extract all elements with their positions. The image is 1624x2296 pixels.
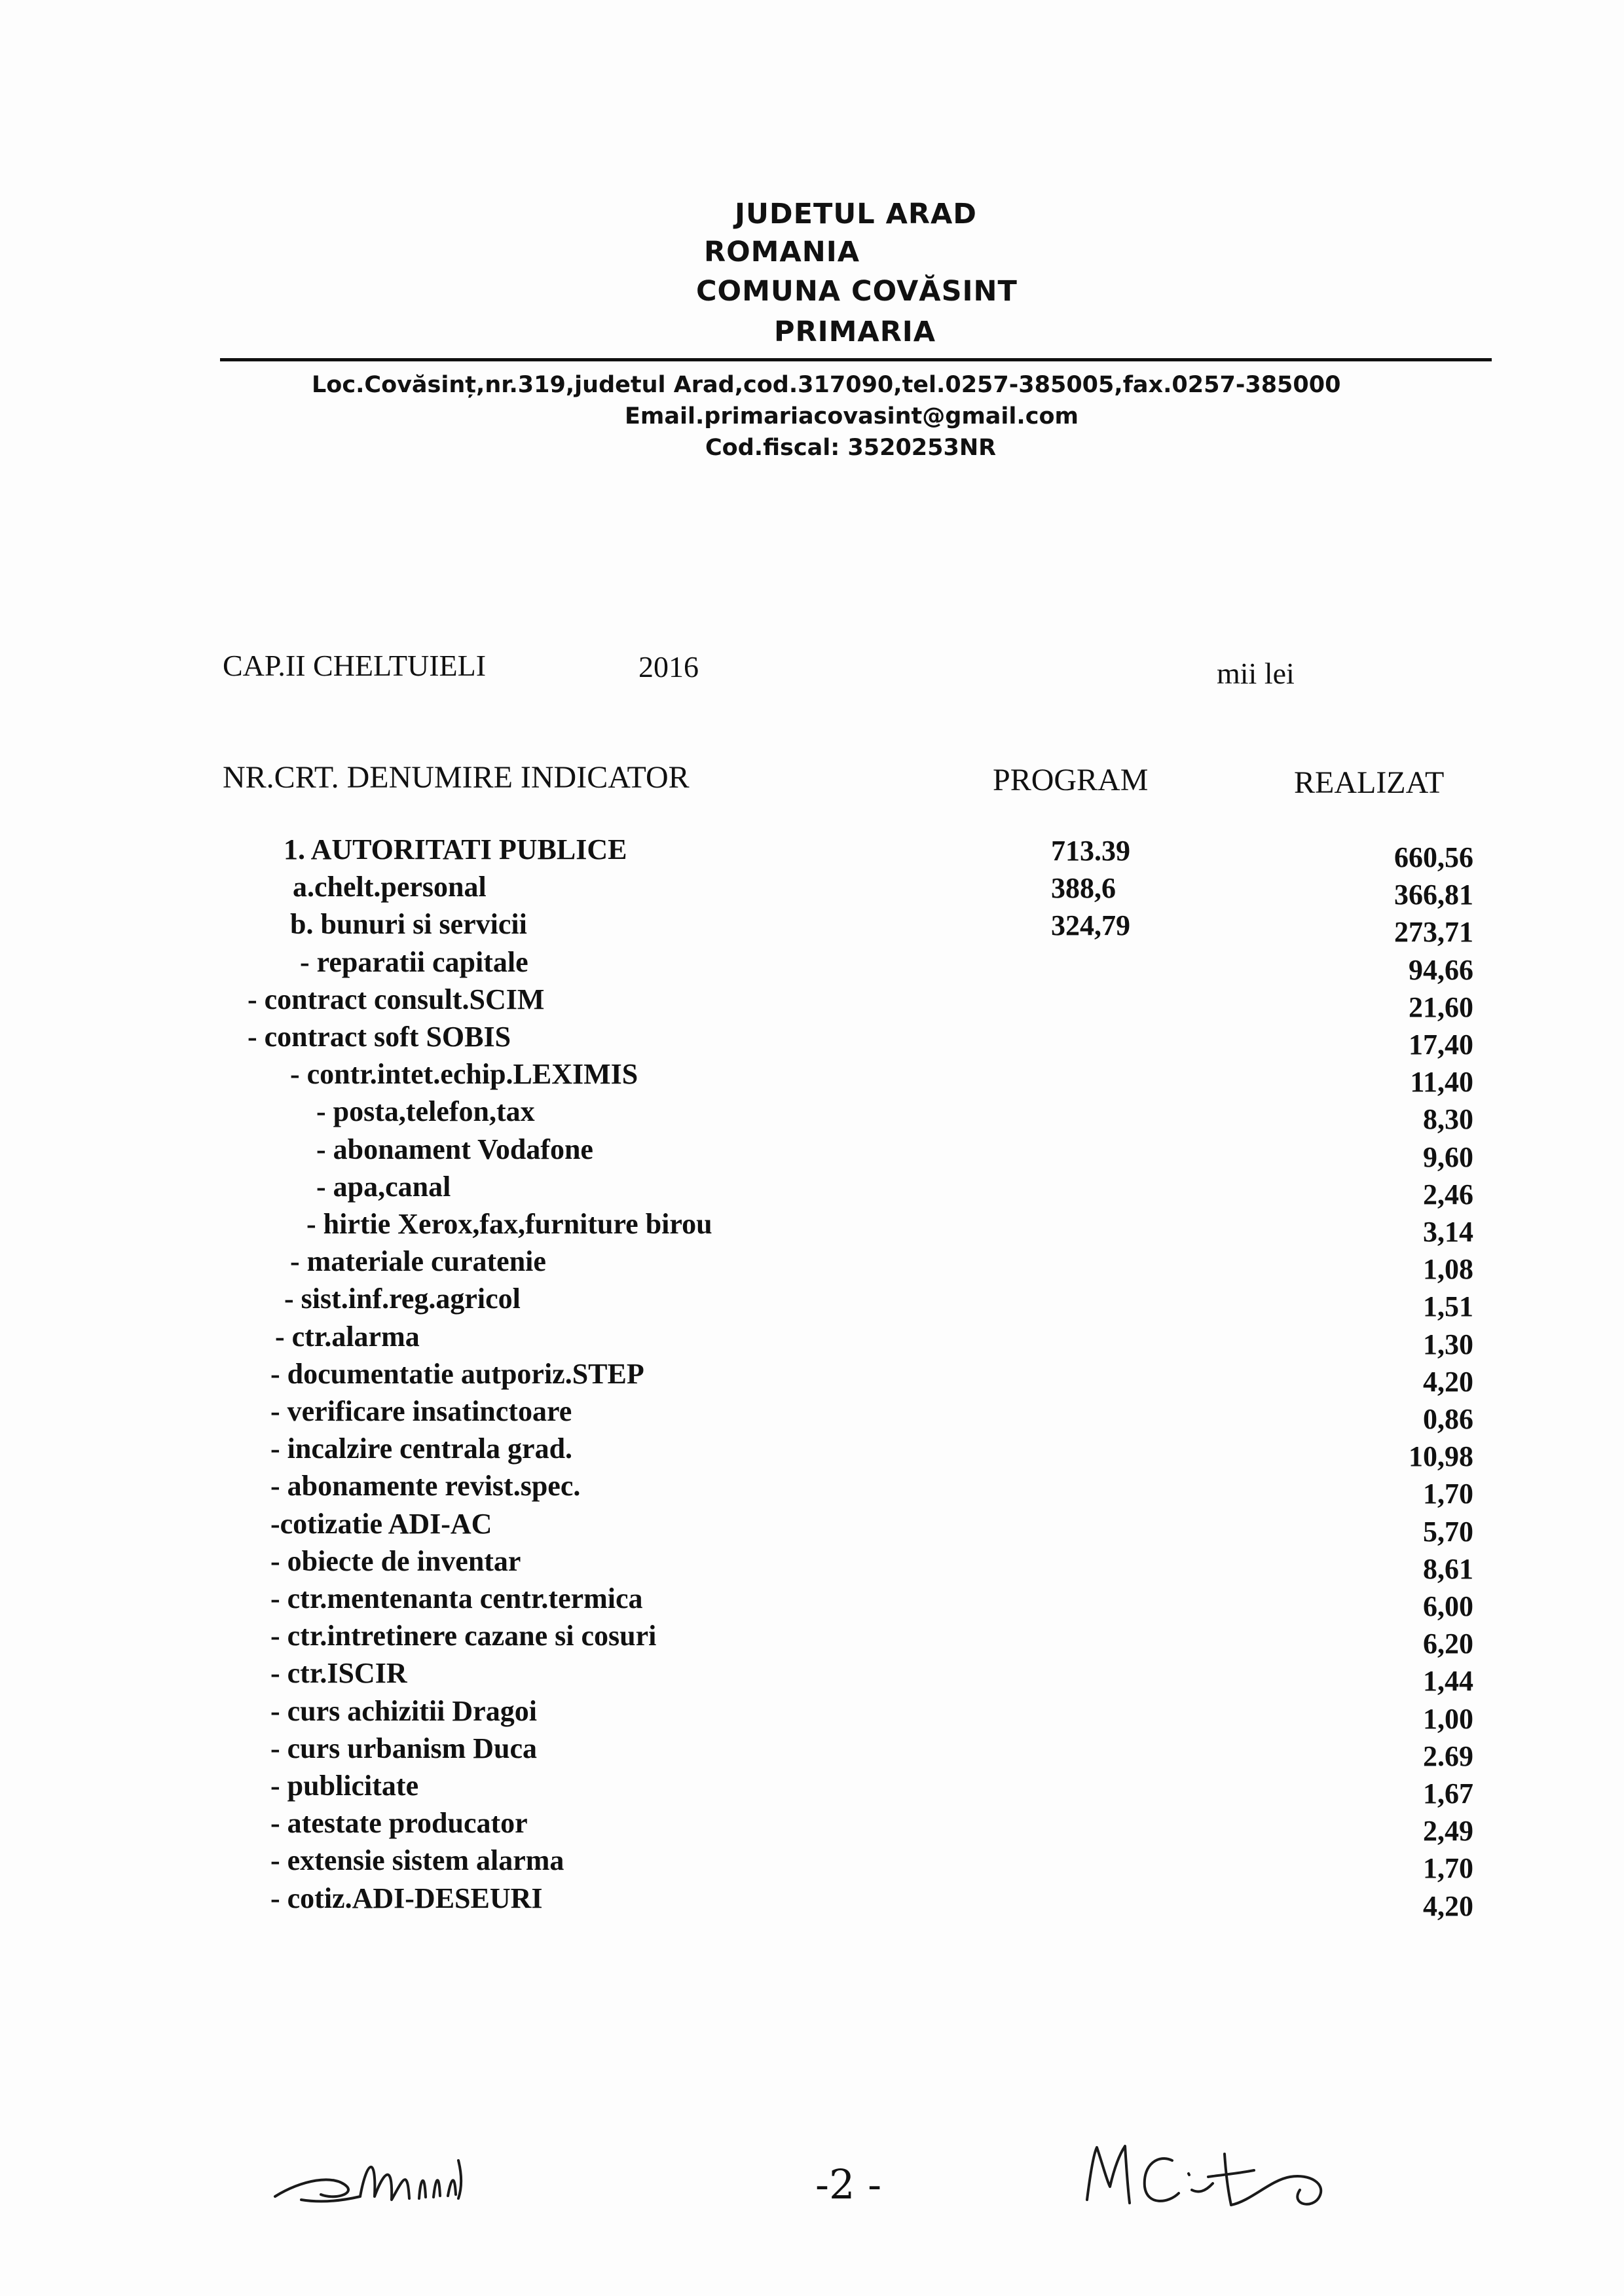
row-label: - documentatie autporiz.STEP bbox=[270, 1358, 644, 1390]
row-label: 1. AUTORITATI PUBLICE bbox=[284, 833, 627, 866]
row-label: - obiecte de inventar bbox=[270, 1545, 521, 1577]
row-realizat-value: 4,20 bbox=[1423, 1890, 1473, 1922]
row-label: - sist.inf.reg.agricol bbox=[284, 1283, 521, 1315]
page-number: -2 - bbox=[815, 2160, 882, 2208]
row-realizat-value: 1,51 bbox=[1423, 1290, 1473, 1322]
row-realizat-value: 1,44 bbox=[1423, 1665, 1473, 1697]
header-fiscal-code: Cod.fiscal: 3520253NR bbox=[705, 435, 997, 461]
chapter-title: CAP.II CHELTUIELI bbox=[223, 649, 487, 682]
row-label: - abonament Vodafone bbox=[316, 1133, 593, 1165]
row-label: - ctr.ISCIR bbox=[270, 1657, 407, 1689]
row-realizat-value: 8,61 bbox=[1423, 1553, 1473, 1585]
unit-label: mii lei bbox=[1217, 657, 1295, 690]
row-realizat-value: 9,60 bbox=[1423, 1141, 1473, 1173]
chapter-year: 2016 bbox=[638, 650, 699, 683]
row-realizat-value: 21,60 bbox=[1409, 991, 1473, 1023]
row-program-value: 713.39 bbox=[1051, 835, 1130, 867]
row-realizat-value: 10,98 bbox=[1409, 1440, 1473, 1472]
header-email: Email.primariacovasint@gmail.com bbox=[625, 403, 1079, 429]
row-label: - ctr.intretinere cazane si cosuri bbox=[270, 1620, 657, 1652]
row-realizat-value: 4,20 bbox=[1423, 1366, 1473, 1398]
row-realizat-value: 1,70 bbox=[1423, 1852, 1473, 1884]
row-label: - hirtie Xerox,fax,furniture birou bbox=[306, 1208, 712, 1240]
row-label: - atestate producator bbox=[270, 1807, 528, 1839]
row-label: - cotiz.ADI-DESEURI bbox=[270, 1882, 543, 1914]
row-label: -cotizatie ADI-AC bbox=[270, 1508, 492, 1540]
row-program-value: 388,6 bbox=[1051, 872, 1116, 904]
row-label: - ctr.mentenanta centr.termica bbox=[270, 1582, 643, 1614]
row-realizat-value: 660,56 bbox=[1394, 841, 1473, 873]
row-realizat-value: 1,00 bbox=[1423, 1703, 1473, 1735]
row-realizat-value: 1,70 bbox=[1423, 1478, 1473, 1510]
row-realizat-value: 17,40 bbox=[1409, 1029, 1473, 1061]
row-label: - contr.intet.echip.LEXIMIS bbox=[290, 1058, 638, 1090]
row-realizat-value: 1,30 bbox=[1423, 1328, 1473, 1360]
row-label: - posta,telefon,tax bbox=[316, 1095, 535, 1127]
row-realizat-value: 2,49 bbox=[1423, 1815, 1473, 1847]
column-header-realizat: REALIZAT bbox=[1294, 765, 1445, 800]
column-header-indicator: NR.CRT. DENUMIRE INDICATOR bbox=[223, 760, 690, 795]
row-realizat-value: 1,08 bbox=[1423, 1253, 1473, 1285]
header-commune: COMUNA COVĂSINT bbox=[696, 275, 1018, 308]
row-label: - contract soft SOBIS bbox=[248, 1021, 511, 1053]
row-realizat-value: 8,30 bbox=[1423, 1103, 1473, 1135]
row-label: - apa,canal bbox=[316, 1171, 451, 1203]
row-realizat-value: 0,86 bbox=[1423, 1403, 1473, 1435]
row-label: - curs urbanism Duca bbox=[270, 1732, 538, 1764]
signature-left bbox=[262, 2134, 485, 2226]
row-realizat-value: 2,46 bbox=[1423, 1178, 1473, 1211]
row-label: - materiale curatenie bbox=[290, 1245, 546, 1277]
row-label: - curs achizitii Dragoi bbox=[270, 1695, 537, 1727]
row-label: - ctr.alarma bbox=[275, 1321, 420, 1353]
header-address: Loc.Covăsinț,nr.319,judetul Arad,cod.317090,tel.0257-385005,fax.0257-385000 bbox=[312, 372, 1341, 398]
header-office: PRIMARIA bbox=[774, 316, 936, 348]
header-country: ROMANIA bbox=[704, 236, 860, 268]
row-realizat-value: 2.69 bbox=[1423, 1740, 1473, 1772]
row-label: b. bunuri si servicii bbox=[290, 908, 527, 940]
row-realizat-value: 5,70 bbox=[1423, 1516, 1473, 1548]
row-realizat-value: 1,67 bbox=[1423, 1777, 1473, 1810]
row-realizat-value: 6,00 bbox=[1423, 1590, 1473, 1622]
header-divider bbox=[220, 358, 1492, 361]
row-label: - extensie sistem alarma bbox=[270, 1844, 564, 1876]
signature-right bbox=[1074, 2128, 1349, 2226]
row-realizat-value: 94,66 bbox=[1409, 954, 1473, 986]
row-realizat-value: 11,40 bbox=[1410, 1066, 1473, 1098]
row-realizat-value: 6,20 bbox=[1423, 1628, 1473, 1660]
row-realizat-value: 366,81 bbox=[1394, 879, 1473, 911]
row-label: - reparatii capitale bbox=[300, 946, 528, 978]
row-label: a.chelt.personal bbox=[293, 871, 487, 903]
row-label: - contract consult.SCIM bbox=[248, 983, 545, 1015]
column-header-program: PROGRAM bbox=[993, 763, 1149, 797]
header-county: JUDETUL ARAD bbox=[735, 198, 977, 230]
row-program-value: 324,79 bbox=[1051, 909, 1130, 941]
row-label: - publicitate bbox=[270, 1770, 419, 1802]
row-realizat-value: 3,14 bbox=[1423, 1216, 1473, 1248]
row-label: - verificare insatinctoare bbox=[270, 1395, 572, 1427]
row-realizat-value: 273,71 bbox=[1394, 916, 1473, 948]
row-label: - incalzire centrala grad. bbox=[270, 1432, 573, 1465]
row-label: - abonamente revist.spec. bbox=[270, 1470, 581, 1502]
